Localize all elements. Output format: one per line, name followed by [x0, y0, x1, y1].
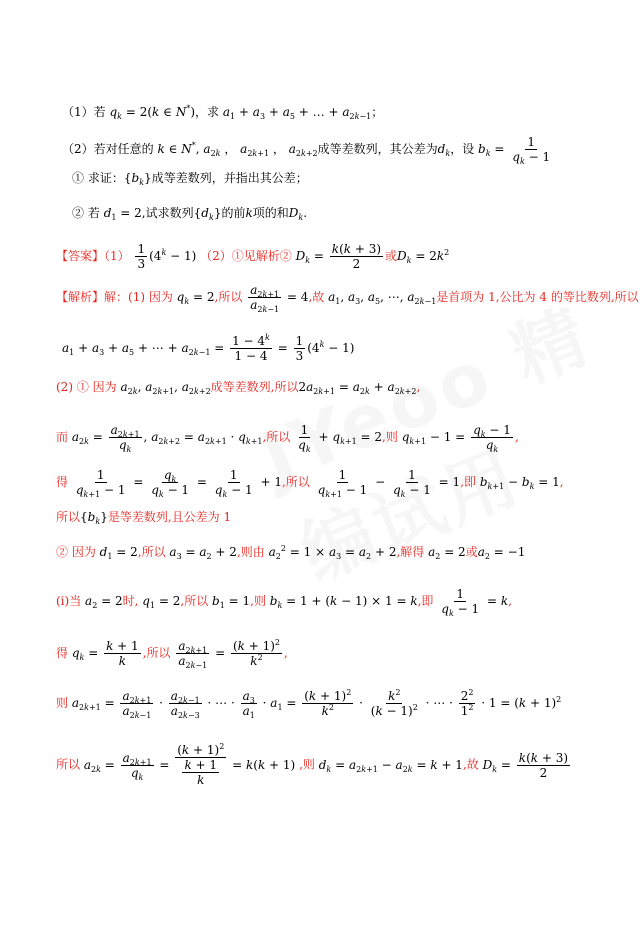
analysis-l4-text-1: 而 — [56, 430, 69, 444]
analysis-l8-text-2: 时, — [122, 594, 139, 608]
analysis-line-1: 【解析】解：(1) 因为 $q_k = 2$,所以 $\frac{a_{2k+1}}{a_{2k-1}}$ = 4,故 $a_1$, $a_3$, $a_5$, ⋯, $a_{2k-1}$是首项为 1,公比为 4 的等比数列,所以 — [56, 283, 639, 314]
analysis-l6-text-1: 所以 — [56, 510, 81, 524]
analysis-line-9: 得 $q_k$ = $\frac{k + 1}{k}$ ,所以 $\frac{a_{2k+1}}{a_{2k-1}}$ = $\frac{(k + 1)^2}{k^2}$ , — [56, 638, 288, 670]
analysis-line-6: 所以$\{b_k\}$是等差数列,且公差为 1 — [56, 510, 232, 526]
analysis-l8-text-3: ,所以 — [180, 594, 209, 608]
analysis-l11-text-2: ,则 — [299, 757, 315, 772]
question-1-number: （1） — [62, 105, 94, 119]
analysis-line-3: (2) ① 因为 $a_{2k}$, $a_{2k+1}$, $a_{2k+2}$成等差数列,所以$2a_{2k+1} = a_{2k} + a_{2k+2}$, — [56, 380, 421, 396]
question-2-number: （2） — [62, 142, 94, 156]
question-2-part-1: ① 求证：$\{b_k\}$成等差数列，并指出其公差； — [72, 171, 308, 187]
part-1-mark: ① — [72, 171, 85, 185]
analysis-line-11: 所以 $a_{2k}$ = $\frac{a_{2k+1}}{q_k}$ = $\frac{(k + 1)^2}{\frac{k + 1}{k}}$ = k(k + 1) ,则 $d_k = a_{2k+1} - a_{2k} = k + 1$,故 $D_k$ = $\frac{k(k + 3)}{2}$ — [56, 742, 569, 787]
analysis-l3-text-1: (2) ① 因为 — [56, 380, 117, 394]
part-2-text-3: 的前 — [221, 206, 246, 220]
analysis-l5-text-2: ,所以 — [281, 475, 310, 489]
analysis-line-5: 得 $\frac{1}{q_{k+1} - 1}$ = $\frac{q_k}{q_k - 1}$ = $\frac{1}{q_k - 1}$ + 1,所以 $\frac{1}{q_{k+1} - 1}$ − $\frac{1}{q_k - 1}$ = 1,即 $b_{k+1} - b_k = 1$, — [56, 468, 564, 499]
part-1-text: 求证： — [87, 171, 124, 185]
answer-tag: 【答案】 — [56, 249, 105, 263]
question-1-text-3: ； — [371, 105, 384, 119]
analysis-l9-text-1: 得 — [56, 646, 69, 660]
analysis-l4-text-2: ,所以 — [262, 430, 291, 444]
part-2-text: 若 — [87, 206, 100, 220]
analysis-l5-text-3: ,即 — [460, 475, 477, 489]
analysis-l8-text-1: (i)当 — [56, 594, 82, 608]
analysis-text-4: 是首项为 1,公比为 4 的等比数列,所以 — [436, 290, 639, 304]
analysis-text-2: ,所以 — [214, 290, 243, 304]
analysis-l5-text-1: 得 — [56, 475, 69, 489]
part-2-text-4: 项的和 — [252, 206, 289, 220]
bk-fraction: $\frac{1}{q_k - 1}$ — [512, 135, 551, 166]
question-2-text: 若对任意的 — [93, 142, 154, 156]
analysis-line-7: ② 因为 $d_1 = 2$,所以 $a_3 = a_2 + 2$,则由 $a_2^2 = 1 \times a_3 = a_2 + 2$,解得 $a_2 = 2$或$a_2 = -1$ — [56, 544, 526, 561]
analysis-l7-text-4: ,解得 — [396, 545, 425, 559]
analysis-line-4: 而 $a_{2k}$ = $\frac{a_{2k+1}}{q_k}$ , $a_{2k+2} = a_{2k+1} \cdot q_{k+1}$,所以 $\frac{1}{q_k}$ + $q_{k+1} = 2$,则 $q_{k+1} - 1$ = $\frac{q_k - 1}{q_k}$ , — [56, 423, 519, 454]
question-1: （1）若 $q_k = 2(k$ ∈ N*)，求 $a_1 + a_3 + a_5$ + … + $a_{2k-1}$； — [62, 104, 384, 121]
part-1-text-2: 成等差数列，并指出其公差； — [151, 171, 308, 185]
analysis-text-1: 解：(1) 因为 — [104, 290, 173, 304]
question-2-part-2: ② 若 $d_1 = 2$,试求数列$\{d_k\}$的前k项的和$D_k$. — [72, 206, 308, 222]
analysis-l7-text-1: ② 因为 — [56, 545, 96, 559]
analysis-l9-text-2: ,所以 — [142, 646, 171, 660]
question-2-text-3: ，设 — [450, 142, 475, 156]
analysis-sum-formula: $a_1 + a_3 + a_5$ + ⋯ + $a_{2k-1}$ = $\frac{1 - 4^k}{1 - 4}$ = $\frac{1}{3}$ $(4^k - 1)$ — [62, 333, 355, 363]
answer-part-2: （2）①见解析② — [200, 249, 292, 263]
analysis-l8-text-5: ,即 — [417, 594, 434, 608]
answer-or: 或 — [385, 249, 398, 263]
analysis-line-10: 则 $a_{2k+1}$ = $\frac{a_{2k+1}}{a_{2k-1}}$ · $\frac{a_{2k-1}}{a_{2k-3}}$ · ⋯ · $\frac{a_3}{a_1}$ · $a_1$ = $\frac{(k + 1)^2}{k^2}$ · $\frac{k^2}{(k - 1)^2}$ · ⋯ · $\frac{2^2}{1^2}$ · $1 = (k + 1)^2$ — [56, 688, 562, 720]
analysis-line-8: (i)当 $a_2 = 2$时, $q_1 = 2$,所以 $b_1 = 1$,则 $b_k = 1 + (k - 1) \times 1 = k$,即 $\frac{1}{q_k - 1}$ = k, — [56, 587, 512, 618]
analysis-l6-text-2: 是等差数列,且公差为 1 — [107, 510, 232, 524]
answer-part-1: （1） — [104, 249, 130, 263]
analysis-l11-text-3: ,故 — [462, 757, 479, 772]
analysis-l7-text-2: ,所以 — [137, 545, 166, 559]
analysis-l8-text-4: ,则 — [250, 594, 266, 608]
analysis-l10-text-1: 则 — [56, 696, 69, 710]
part-2-mark: ② — [72, 206, 85, 220]
part-2-text-2: 试求数列 — [145, 206, 194, 220]
analysis-l11-text-1: 所以 — [56, 757, 81, 772]
question-2: （2）若对任意的 k ∈ N*, $a_{2k}$ ， $a_{2k+1}$ ， $a_{2k+2}$成等差数列，其公差为$d_k$，设 $b_k$ = $\frac{1}{q_k - 1}$ — [62, 135, 551, 166]
analysis-tag: 【解析】 — [56, 290, 105, 304]
analysis-l4-text-3: ,则 — [382, 430, 398, 444]
analysis-l7-text-3: ,则由 — [236, 545, 265, 559]
question-1-text: 若 — [93, 105, 106, 119]
question-2-text-2: 成等差数列，其公差为 — [317, 142, 438, 156]
answer-line: 【答案】（1） $\frac{1}{3}$ $(4^k - 1)$ （2）①见解析② $D_k$ = $\frac{k(k + 3)}{2}$ 或$D_k = 2k^2$ — [56, 242, 450, 271]
analysis-text-3: ,故 — [308, 290, 325, 304]
analysis-l3-text-2: 成等差数列,所以 — [210, 380, 299, 394]
analysis-l7-text-5: 或 — [465, 545, 478, 559]
question-1-text-2: ，求 — [195, 105, 220, 119]
